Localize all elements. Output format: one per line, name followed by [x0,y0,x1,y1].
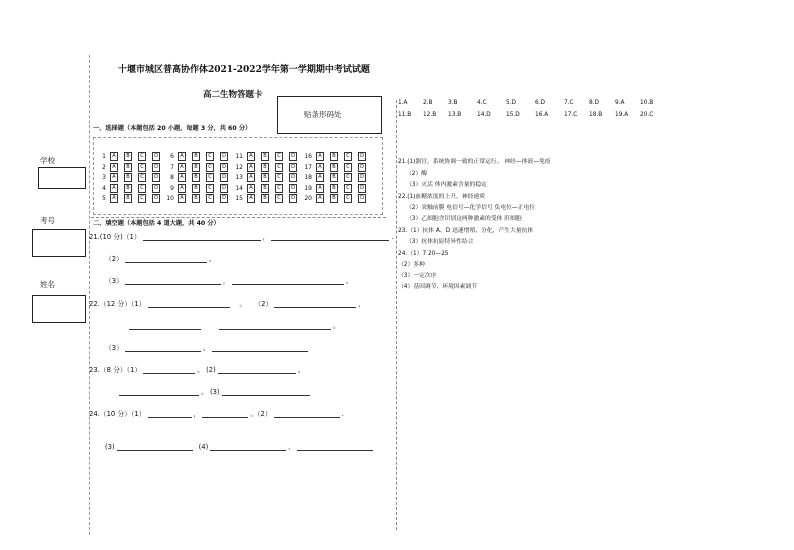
question-number: 3 [102,174,106,181]
q22-p3-blank-1[interactable] [125,343,201,352]
choice-grid [93,137,383,215]
choice-question [302,163,372,172]
bubble-b[interactable]: B [261,152,269,161]
answer-key-item: 14.D [477,112,491,118]
question-number: 17 [304,163,312,171]
question-number: 16 [304,153,312,160]
answer-key-line: （2）多种 [398,262,425,268]
choice-question [164,194,234,203]
choice-question [96,173,166,182]
bubble-d[interactable]: D [220,163,228,172]
bubble-c[interactable]: C [138,163,146,172]
answer-key-item: 18.B [589,112,603,118]
bubble-b[interactable]: B [261,163,269,172]
q22-blank-3[interactable] [129,321,201,330]
bubble-c[interactable]: C [138,152,146,161]
bubble-c[interactable]: C [206,173,214,182]
q23-line1 [89,364,305,374]
bubble-b[interactable]: B [192,163,200,172]
q21-p2-blank[interactable] [125,254,207,263]
choice-question [164,173,234,182]
school-field[interactable] [38,167,86,189]
q21-p2-label: （2） [105,255,123,263]
question-number: 11 [235,153,243,160]
bubble-a[interactable]: A [178,184,186,193]
q23-label: 23.（8 分）（1） [89,366,142,374]
bubble-c[interactable]: C [275,173,283,182]
bubble-c[interactable]: C [344,194,352,203]
answer-key-item: 2.B [423,100,433,106]
bubble-b[interactable]: B [124,152,132,161]
answer-key-item: 20.C [640,112,654,118]
choice-question [302,173,372,182]
bubble-a[interactable]: A [110,152,118,161]
choice-question [96,194,166,203]
answer-key-item: 3.B [448,100,458,106]
q24-end: . [341,410,344,418]
choice-question [164,152,234,161]
answer-key-line: （2）突触前膜 电信号—化学信号 负电位—正电位 [406,205,536,211]
q22-label: 22.（12 分）（1） [89,300,146,308]
answer-key-item: 17.C [564,112,578,118]
question-number: 14 [235,184,243,192]
exam-no-field[interactable] [32,229,86,257]
q21-blank-1[interactable] [143,232,261,241]
center-divider [396,100,397,530]
q24-p4-blank-2[interactable] [297,442,373,451]
q22-blank-4[interactable] [219,321,331,330]
bubble-b[interactable]: B [192,152,200,161]
q24-c2: 。（2） [250,410,272,418]
bubble-c[interactable]: C [206,194,214,203]
q21-end: . [391,233,394,241]
bubble-c[interactable]: C [138,194,146,203]
question-number: 12 [235,163,243,171]
q22-p3-label: （3） [105,344,123,352]
answer-key-item: 15.D [506,112,520,118]
choice-question [233,173,303,182]
choice-question [164,163,234,172]
q22-p2-blank[interactable] [274,299,356,308]
bubble-b[interactable]: B [330,163,338,172]
barcode-label: 贴条形码处 [304,110,342,119]
q21-comma: ， [262,233,270,241]
bubble-b[interactable]: B [330,194,338,203]
bubble-d[interactable]: D [152,152,160,161]
q24-blank-1[interactable] [148,409,192,418]
question-number: 15 [235,195,243,202]
answer-sheet-subtitle: 高二生物答题卡 [203,90,263,100]
question-number: 2 [102,163,106,171]
answer-key-line: 21.(1)器官，系统协调一致的正常运行。 神经—体液—免疫 [398,159,551,165]
question-number: 18 [304,174,312,181]
bubble-d[interactable]: D [289,152,297,161]
q21-p3-mid: ， [222,277,230,285]
bubble-a[interactable]: A [247,163,255,172]
q21-p3-blank-1[interactable] [125,276,221,285]
choice-question [302,194,372,203]
question-number: 6 [170,153,174,160]
question-number: 19 [304,184,312,192]
question-number: 8 [170,174,174,181]
answer-key-item: 6.D [535,100,545,106]
bubble-c[interactable]: C [344,163,352,172]
question-number: 10 [166,195,174,202]
bubble-b[interactable]: B [330,184,338,193]
question-number: 5 [102,195,106,202]
bubble-a[interactable]: A [110,184,118,193]
bubble-b[interactable]: B [261,184,269,193]
answer-key-item: 12.B [423,112,437,118]
q22-p3-blank-2[interactable] [212,343,308,352]
q22-p2-end: ， [358,300,366,308]
question-number: 4 [102,184,106,192]
answer-key-line: （3）乙细胞含识别这两种激素的受体 肝细胞 [406,216,522,222]
bubble-b[interactable]: B [124,194,132,203]
bubble-c[interactable]: C [275,163,283,172]
choice-question [233,194,303,203]
bubble-d[interactable]: D [152,173,160,182]
question-number: 20 [304,195,312,202]
bubble-d[interactable]: D [220,194,228,203]
question-number: 9 [170,184,174,192]
answer-key-item: 4.C [477,100,487,106]
q24-p4-mid: 、 [288,443,296,451]
bubble-b[interactable]: B [192,194,200,203]
bubble-d[interactable]: D [289,184,297,193]
bubble-c[interactable]: C [138,184,146,193]
answer-key-item: 8.D [589,100,599,106]
answer-key-item: 16.A [535,112,549,118]
answer-key-line: （2）酶 [406,171,428,177]
bubble-d[interactable]: D [289,173,297,182]
q21-label: 21.(10 分)（1） [89,233,141,241]
bubble-a[interactable]: A [316,163,324,172]
bubble-d[interactable]: D [220,173,228,182]
choice-question [96,163,166,172]
q24-p4-blank-1[interactable] [210,442,286,451]
answer-key-item: 10.B [640,100,654,106]
bubble-c[interactable]: C [138,173,146,182]
bubble-b[interactable]: B [192,184,200,193]
bubble-d[interactable]: D [220,184,228,193]
q24-line1 [89,408,344,418]
answer-key-item: 11.B [398,112,412,118]
answer-key-line: （3）灭活 体内激素含量的稳定 [406,182,487,188]
q24-p3-label: (3) [105,443,115,451]
choice-question [233,163,303,172]
q22-line1 [89,298,365,308]
bubble-c[interactable]: C [275,184,283,193]
bubble-b[interactable]: B [192,173,200,182]
bubble-d[interactable]: D [358,163,366,172]
q23-blank-2[interactable] [218,365,296,374]
answer-key-item: 7.C [564,100,574,106]
binding-line [89,55,90,535]
q21-p3-label: （3） [105,277,123,285]
bubble-c[interactable]: C [275,152,283,161]
answer-key-line: （4）基因调节、环境因素调节 [398,284,478,290]
bubble-a[interactable]: A [316,173,324,182]
bubble-a[interactable]: A [110,173,118,182]
q22-p2-label: （2） [254,300,273,308]
bubble-c[interactable]: C [206,184,214,193]
q24-c1: ， [193,410,201,418]
bubble-d[interactable]: D [358,152,366,161]
bubble-a[interactable]: A [178,194,186,203]
exam-no-label: 考号 [40,216,55,225]
q23-blank-3[interactable] [119,387,199,396]
bubble-b[interactable]: B [124,163,132,172]
bubble-a[interactable]: A [316,184,324,193]
q24-label: 24.（10 分）（1） [89,410,146,418]
bubble-b[interactable]: B [261,173,269,182]
q21-line3 [105,275,353,285]
answer-key-line: （3）一定次序 [398,273,437,279]
bubble-a[interactable]: A [110,194,118,203]
bubble-d[interactable]: D [152,163,160,172]
q23-p2-end: 。 [297,366,305,374]
bubble-a[interactable]: A [178,163,186,172]
q22-mid: 。 [239,300,247,308]
answer-key-line: 22.(1)血糖浓度的上升、神经递质 [398,194,485,200]
q22-p3-mid: 。 [202,344,210,352]
bubble-c[interactable]: C [275,194,283,203]
answer-key-line: 23.（1）抗体 A、D 迅速增殖、分化，产生大量抗体 [398,228,534,234]
answer-key-item: 13.B [448,112,462,118]
bubble-d[interactable]: D [358,173,366,182]
bubble-b[interactable]: B [330,173,338,182]
choice-question [302,152,372,161]
q21-line1 [89,231,394,241]
section1-heading: 一、选择题（本题包括 20 小题，每题 3 分，共 60 分） [93,125,252,132]
bubble-a[interactable]: A [178,173,186,182]
section2-heading: 二、填空题（本题包括 4 道大题，共 40 分） [93,220,220,227]
bubble-a[interactable]: A [178,152,186,161]
bubble-c[interactable]: C [206,163,214,172]
bubble-d[interactable]: D [152,194,160,203]
answer-key-item: 19.A [615,112,629,118]
q23-p2: 。 (2) [197,366,216,374]
bubble-c[interactable]: C [206,152,214,161]
q23-blank-1[interactable] [143,365,195,374]
choice-question [96,152,166,161]
bubble-d[interactable]: D [220,152,228,161]
q22-line3 [105,342,310,352]
bubble-b[interactable]: B [261,194,269,203]
choice-question [233,152,303,161]
bubble-a[interactable]: A [316,194,324,203]
school-label: 学校 [40,156,55,165]
barcode-box [277,96,382,134]
bubble-a[interactable]: A [110,163,118,172]
bubble-a[interactable]: A [316,152,324,161]
q23-line2 [117,386,312,396]
q24-blank-3[interactable] [274,409,340,418]
bubble-c[interactable]: C [344,184,352,193]
bubble-b[interactable]: B [124,173,132,182]
choice-question [96,184,166,193]
q24-blank-2[interactable] [202,409,248,418]
choice-question [164,184,234,193]
answer-key-line: 24.（1）7 20—25 [398,251,449,257]
q21-p3-blank-2[interactable] [232,276,344,285]
bubble-d[interactable]: D [358,184,366,193]
question-number: 7 [170,163,174,171]
question-number: 13 [235,174,243,181]
bubble-d[interactable]: D [289,163,297,172]
name-field[interactable] [32,295,86,323]
bubble-a[interactable]: A [247,173,255,182]
bubble-c[interactable]: C [344,173,352,182]
q21-p3-end: 。 [345,277,353,285]
bubble-b[interactable]: B [330,152,338,161]
bubble-d[interactable]: D [289,194,297,203]
bubble-a[interactable]: A [247,184,255,193]
answer-key-item: 5.D [506,100,516,106]
bubble-a[interactable]: A [247,194,255,203]
bubble-c[interactable]: C [344,152,352,161]
exam-title: 十堰市城区普高协作体2021-2022学年第一学期期中考试试题 [118,65,370,75]
question-number: 1 [102,153,106,160]
q21-blank-2[interactable] [271,232,389,241]
q22-blank-1[interactable] [148,299,230,308]
q21-p2-end: 。 [208,255,216,263]
q24-line2 [105,441,375,451]
q22-l2-end: 。 [333,322,340,330]
choice-question [233,184,303,193]
bubble-a[interactable]: A [247,152,255,161]
q24-p3-blank[interactable] [117,442,193,451]
choice-question [302,184,372,193]
bubble-d[interactable]: D [358,194,366,203]
q21-line2 [105,253,216,263]
answer-key-item: 9.A [615,100,625,106]
q23-l2-mid: 。 (3) [201,388,220,396]
q24-p4-label: (4) [198,443,209,451]
q22-line2 [127,320,340,330]
q23-blank-4[interactable] [222,387,310,396]
bubble-b[interactable]: B [124,184,132,193]
answer-key-item: 1.A [398,100,408,106]
bubble-d[interactable]: D [152,184,160,193]
answer-key-line: （3）抗体抗原特异性结合 [406,239,474,245]
name-label: 姓名 [40,280,55,289]
